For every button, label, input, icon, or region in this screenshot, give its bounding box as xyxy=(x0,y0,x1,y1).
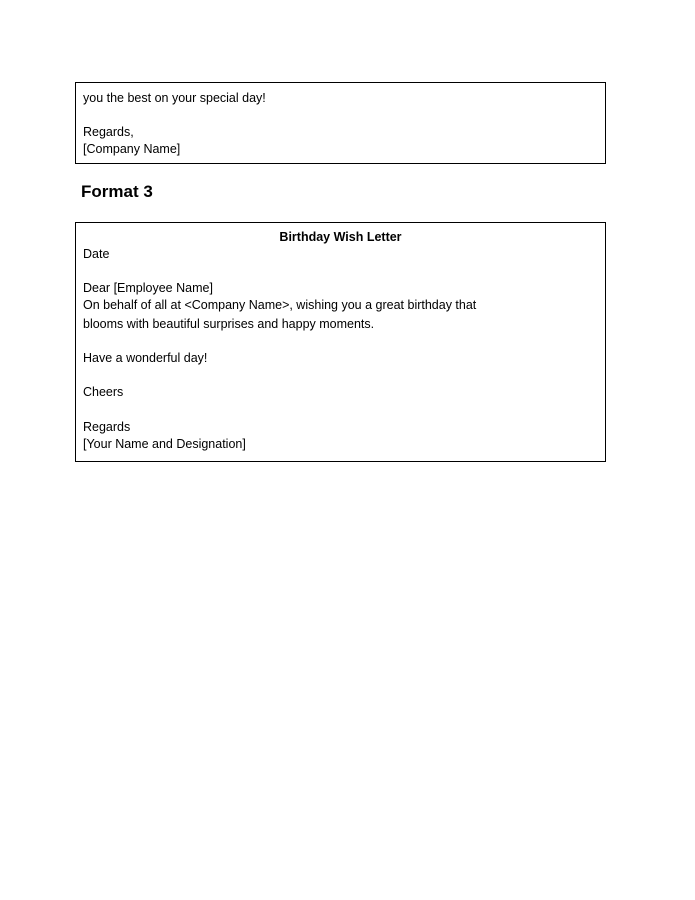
letter-salutation: Dear [Employee Name] xyxy=(83,281,213,295)
letter-body-line: On behalf of all at <Company Name>, wishing you a great birthday that xyxy=(83,298,477,312)
letter-box-format-3 xyxy=(75,222,606,462)
letter-body-line: blooms with beautiful surprises and happy moments. xyxy=(83,317,375,331)
letter-cheers: Cheers xyxy=(83,385,124,399)
letter-signature: [Company Name] xyxy=(83,142,181,156)
letter-box-format-2-tail xyxy=(75,82,606,164)
letter-closing: Regards, xyxy=(83,125,134,139)
letter-closing: Regards xyxy=(83,420,131,434)
letter-date: Date xyxy=(83,247,110,261)
section-heading-format-3: Format 3 xyxy=(81,182,153,201)
letter-signature: [Your Name and Designation] xyxy=(83,437,246,451)
letter-text-line: you the best on your special day! xyxy=(83,91,266,105)
letter-wish: Have a wonderful day! xyxy=(83,351,208,365)
letter-title: Birthday Wish Letter xyxy=(279,230,402,244)
